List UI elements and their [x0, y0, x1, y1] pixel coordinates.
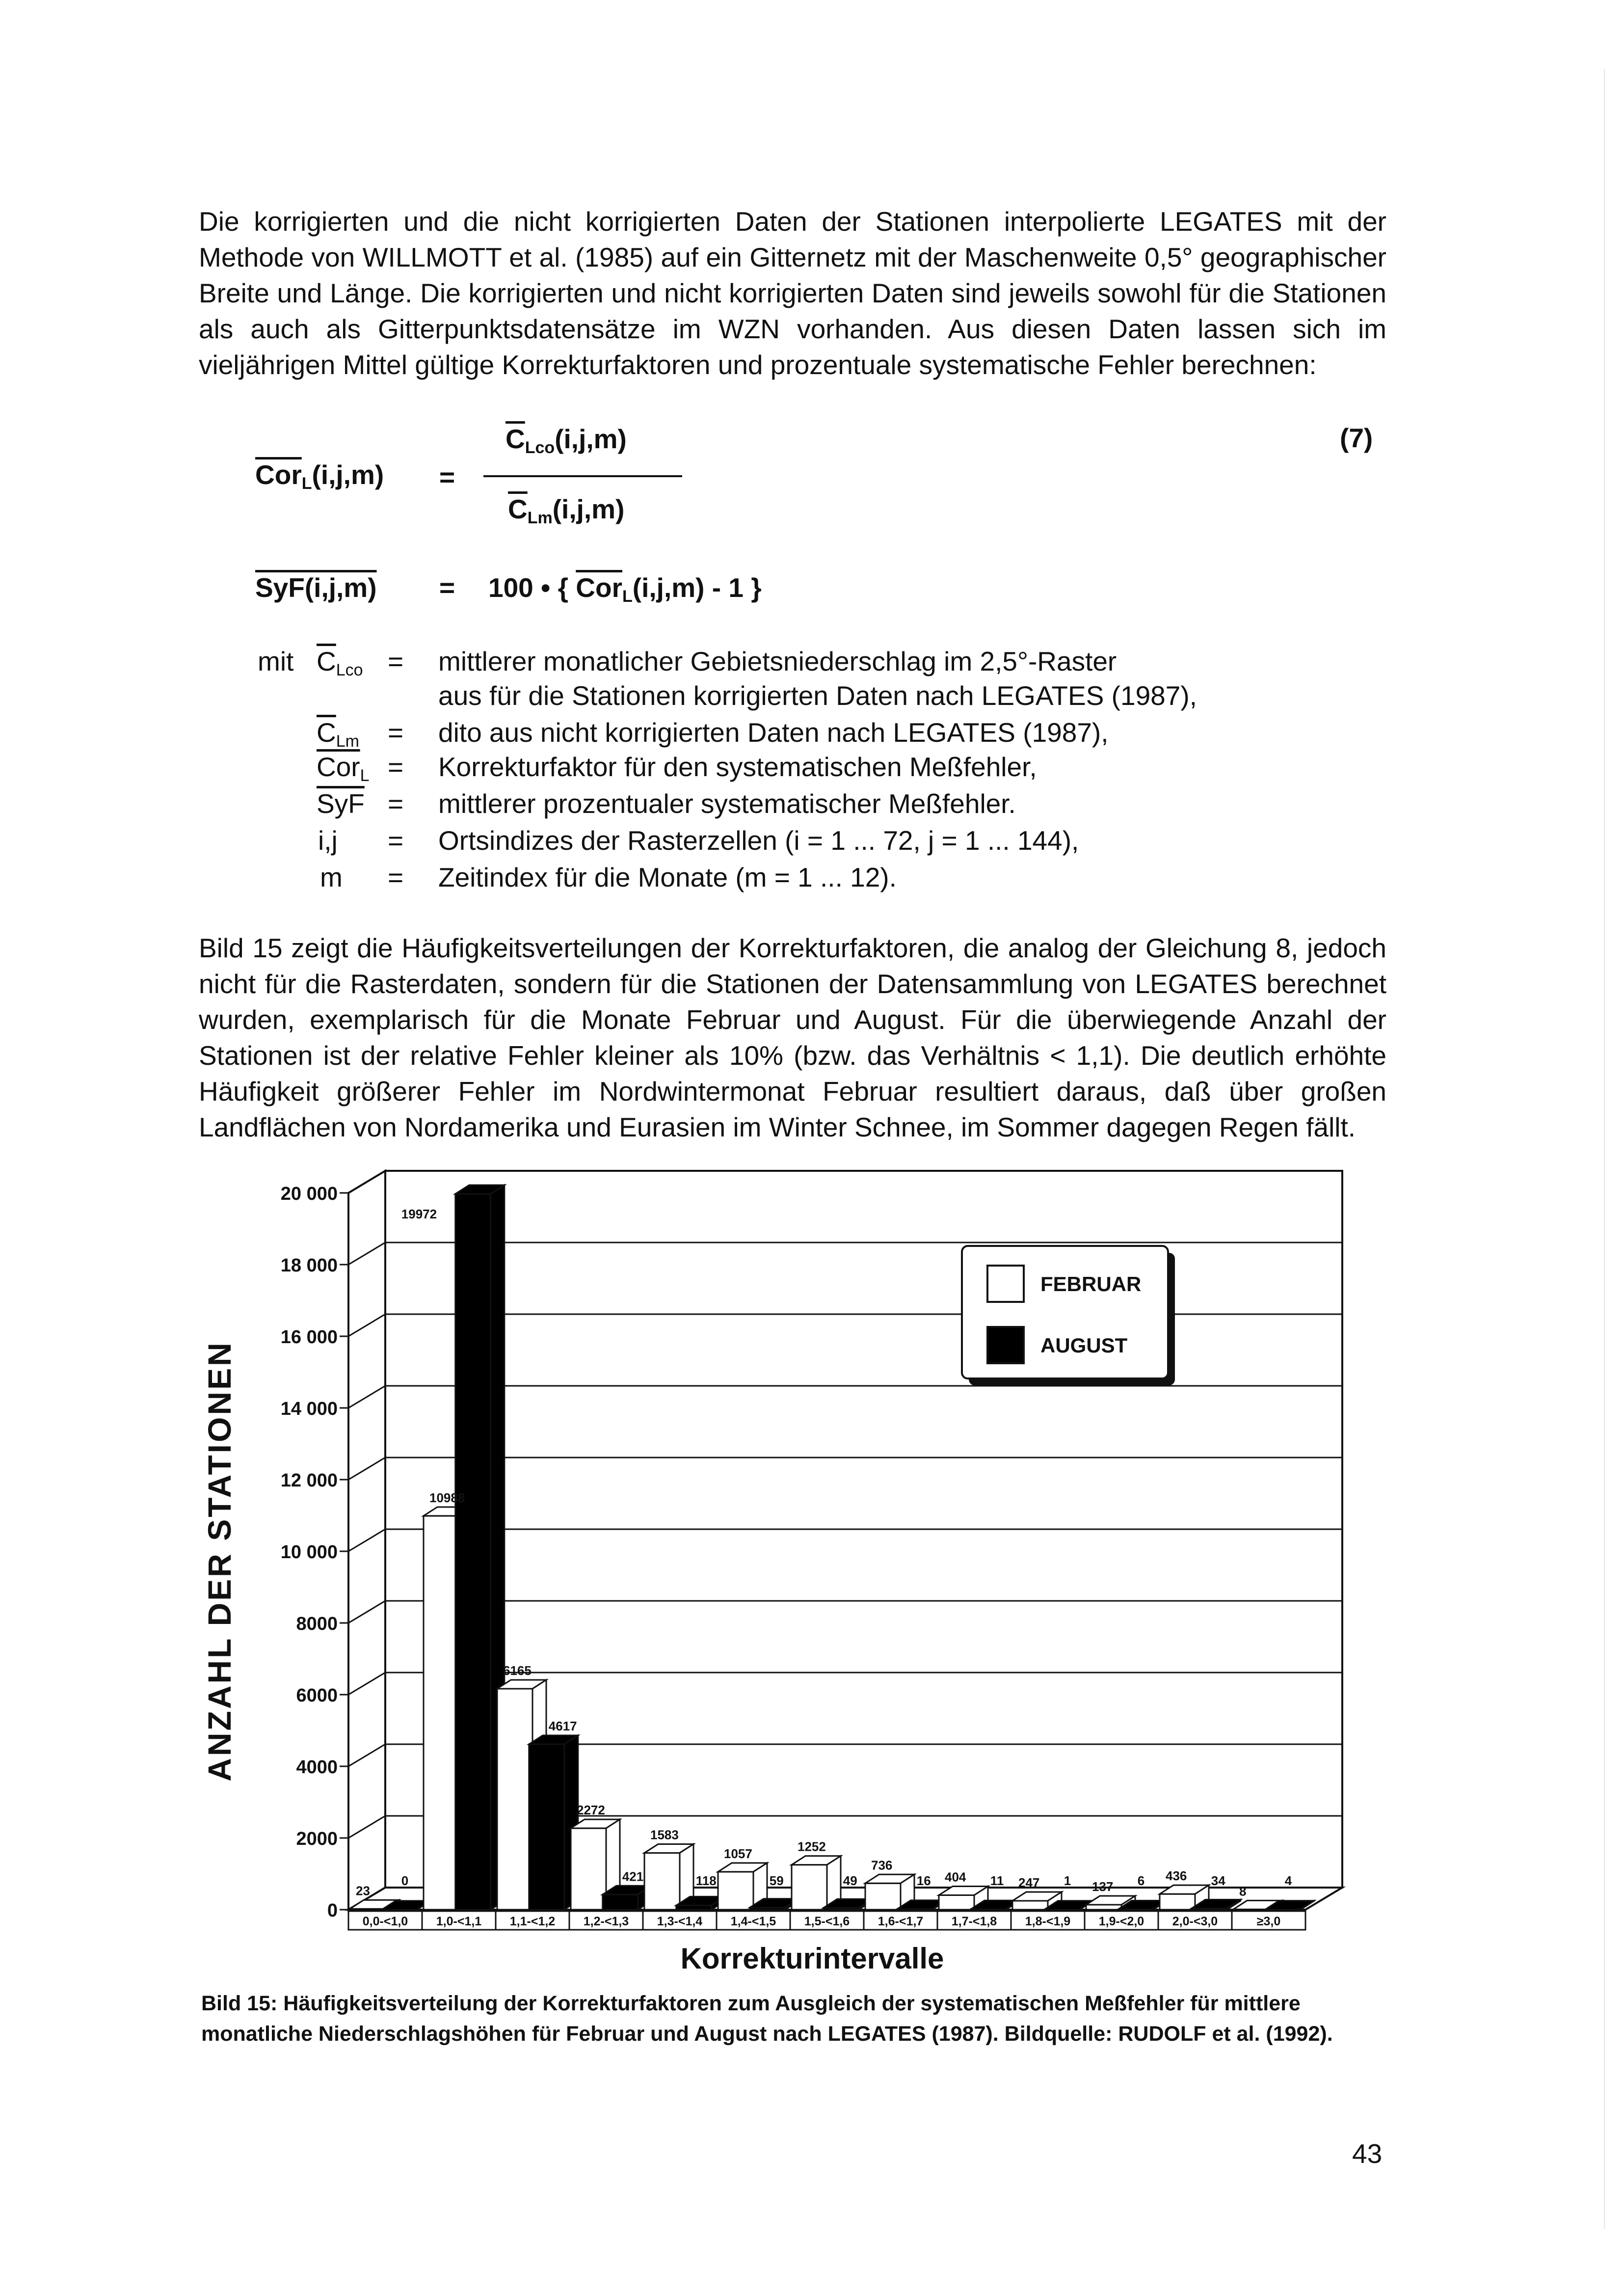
category-label: 1,4-<1,5	[730, 1915, 776, 1928]
y-tick-label: 14 000	[280, 1399, 338, 1419]
denominator-args: (i,j,m)	[552, 494, 625, 524]
bar-februar-face	[792, 1865, 827, 1910]
data-label-august: 4	[1284, 1873, 1292, 1888]
def-eq: =	[388, 862, 404, 892]
data-label-august: 4617	[548, 1718, 577, 1733]
cor-args: (i,j,m)	[312, 459, 384, 490]
data-label-august: 34	[1211, 1873, 1225, 1888]
y-tick-label: 8000	[296, 1614, 338, 1634]
figure-caption	[201, 1988, 1389, 2049]
bar-februar-face	[644, 1853, 680, 1910]
data-label-august: 59	[769, 1873, 784, 1888]
data-label-februar: 436	[1166, 1868, 1187, 1884]
numerator-sub: Lco	[525, 438, 555, 457]
cor-symbol: $\overline{Cor}$	[255, 459, 302, 490]
bar-februar-face	[718, 1872, 753, 1910]
bar-februar-face	[571, 1828, 606, 1910]
intro-text: Die korrigierten und die nicht korrigierten Daten der Stationen interpolierte LEGATES mit der Methode von WILLMOTT et al. (1985) auf ein Gitternetz mit der Maschenweite 0,5° geographischer Breite und Länge. Die korrigierten und nicht korrigierten Daten sind jeweils sowohl für die Stationen als auch als Gitterpunktsdatensätze im WZN vorhanden. Aus diesen Daten lassen sich im vieljährigen Mittel gültige Korrekturfaktoren und prozentuale systematische Fehler berechnen:	[199, 206, 1386, 380]
bar-februar-face	[1012, 1901, 1048, 1910]
y-tick-label: 2000	[296, 1829, 338, 1849]
x-axis-title: Korrekturintervalle	[680, 1942, 944, 1975]
def-eq: =	[388, 717, 404, 748]
category-label: 1,3-<1,4	[657, 1915, 703, 1928]
def-text: Zeitindex für die Monate (m = 1 ... 12).	[438, 862, 897, 892]
rhs-sub: L	[622, 587, 633, 606]
caption-label: Bild 15:	[201, 1992, 278, 2015]
def-sub: L	[360, 766, 370, 785]
data-label-februar: 2272	[577, 1803, 605, 1818]
category-label: 1,0-<1,1	[436, 1915, 482, 1928]
equation-eq-sign-2: =	[439, 572, 455, 603]
category-label: 0,0-<1,0	[362, 1915, 408, 1928]
syf-symbol: SyF(i,j,m)	[255, 572, 377, 603]
legend-swatch	[987, 1266, 1024, 1302]
data-label-februar: 1252	[798, 1839, 826, 1854]
caption-text: Häufigkeitsverteilung der Korrekturfaktoren zum Ausgleich der systematischen Meßfehler für mittlere monatliche Niederschlagshöhen für Februar und August nach LEGATES (1987). Bildquelle: RUDOLF et al. (1992).	[201, 1992, 1333, 2046]
legend-swatch	[987, 1327, 1024, 1363]
body-text: Bild 15 zeigt die Häufigkeitsverteilungen der Korrekturfaktoren, die analog der Gleichung 8, jedoch nicht für die Rasterdaten, sondern für die Stationen der Datensammlung von LEGATES berechnet wurden, exemplarisch für die Monate Februar und August. Für die überwiegende Anzahl der Stationen ist der relative Fehler kleiner als 10% (bzw. das Verhältnis < 1,1). Die deutlich erhöhte Häufigkeit größerer Fehler im Nordwintermonat Februar resultiert daraus, daß über großen Landflächen von Nordamerika und Eurasien im Winter Schnee, im Sommer dagegen Regen fällt.	[199, 933, 1386, 1142]
bar-august-face	[529, 1744, 564, 1910]
bar-februar-face	[424, 1516, 459, 1910]
category-label: 1,6-<1,7	[878, 1915, 924, 1928]
def-text: mittlerer monatlicher Gebietsniederschlag im 2,5°-Raster	[438, 646, 1117, 676]
scan-edge	[1604, 69, 1605, 2229]
y-tick-label: 10 000	[280, 1542, 338, 1563]
category-label: 1,5-<1,6	[804, 1915, 850, 1928]
data-label-august: 11	[990, 1873, 1004, 1888]
def-symbol-m: m	[320, 862, 343, 892]
y-axis-title: ANZAHL DER STATIONEN	[201, 1341, 238, 1782]
data-label-august: 6	[1137, 1873, 1145, 1888]
data-label-august: 0	[401, 1873, 409, 1888]
def-text: mittlerer prozentualer systematischer Meßfehler.	[438, 788, 1016, 819]
data-label-februar: 23	[356, 1883, 370, 1898]
def-sub: Lco	[336, 661, 363, 679]
category-label: ≥3,0	[1256, 1915, 1281, 1928]
y-tick-label: 20 000	[280, 1184, 338, 1204]
data-label-februar: 6165	[503, 1663, 532, 1678]
def-sym: $\overline{SyF}$	[317, 788, 365, 819]
denominator-symbol: $\overline{C}$	[508, 494, 528, 524]
data-label-februar: 10988	[429, 1490, 465, 1505]
data-label-februar: 404	[945, 1869, 966, 1885]
category-label: 1,2-<1,3	[583, 1915, 629, 1928]
equation-number: (7)	[1340, 423, 1373, 453]
def-sym: $\overline{Cor}$	[317, 752, 360, 782]
legend-label: AUGUST	[1040, 1334, 1128, 1357]
data-label-februar: 8	[1239, 1884, 1247, 1899]
category-label: 1,7-<1,8	[951, 1915, 997, 1928]
category-label: 1,8-<1,9	[1025, 1915, 1071, 1928]
y-tick-label: 16 000	[280, 1327, 338, 1348]
rhs-pre: 100 • {	[488, 572, 568, 603]
bar-februar-face	[497, 1689, 532, 1910]
bar-august-face	[603, 1894, 638, 1910]
bar-februar-face	[1086, 1905, 1121, 1910]
def-eq: =	[388, 825, 404, 856]
def-eq: =	[388, 788, 404, 819]
def-eq: =	[388, 752, 404, 782]
rhs-post: (i,j,m) - 1 }	[632, 572, 762, 603]
denominator-sub: Lm	[527, 509, 553, 527]
data-label-august: 421	[622, 1869, 644, 1884]
data-label-august: 118	[695, 1873, 717, 1888]
data-label-februar: 736	[871, 1858, 893, 1873]
data-label-august: 19972	[401, 1207, 437, 1222]
y-tick-label: 0	[327, 1900, 338, 1921]
numerator-args: (i,j,m)	[555, 424, 627, 454]
legend-label: FEBRUAR	[1040, 1272, 1142, 1296]
category-label: 2,0-<3,0	[1172, 1915, 1218, 1928]
y-tick-label: 18 000	[280, 1255, 338, 1276]
category-label: 1,9-<2,0	[1098, 1915, 1144, 1928]
data-label-februar: 247	[1018, 1875, 1040, 1890]
equation-eq-sign-1: =	[439, 462, 455, 492]
data-label-august: 16	[916, 1873, 931, 1888]
cor-sub: L	[301, 474, 312, 493]
page-number: 43	[1352, 2138, 1383, 2169]
def-text: aus für die Stationen korrigierten Daten nach LEGATES (1987),	[438, 680, 1197, 711]
y-tick-label: 4000	[296, 1757, 338, 1778]
def-sub: Lm	[336, 732, 359, 751]
def-sym: $\overline{C}$	[317, 646, 336, 676]
rhs-cor: $\overline{Cor}$	[576, 572, 623, 603]
def-text: dito aus nicht korrigierten Daten nach LEGATES (1987),	[438, 717, 1109, 748]
data-label-august: 49	[843, 1873, 857, 1888]
bar-februar-face	[1160, 1894, 1195, 1910]
bar-februar-face	[939, 1895, 974, 1910]
category-label: 1,1-<1,2	[509, 1915, 556, 1928]
data-label-august: 1	[1064, 1873, 1071, 1888]
def-symbol-ij: i,j	[318, 825, 338, 856]
y-tick-label: 12 000	[280, 1470, 338, 1491]
def-eq: =	[388, 646, 404, 676]
y-tick-label: 6000	[296, 1685, 338, 1706]
def-sym: $\overline{C}$	[317, 717, 336, 748]
bar-februar-face	[865, 1883, 901, 1910]
data-label-februar: 1583	[650, 1827, 679, 1842]
def-text: Korrekturfaktor für den systematischen Meßfehler,	[438, 752, 1037, 782]
numerator-symbol: $\overline{C}$	[506, 424, 525, 454]
data-label-februar: 1057	[724, 1846, 752, 1861]
data-label-februar: 137	[1092, 1879, 1114, 1894]
def-text: Ortsindizes der Rasterzellen (i = 1 ... 72, j = 1 ... 144),	[438, 825, 1079, 856]
definitions-mit: mit	[258, 646, 294, 676]
bar-august-face	[455, 1194, 491, 1910]
